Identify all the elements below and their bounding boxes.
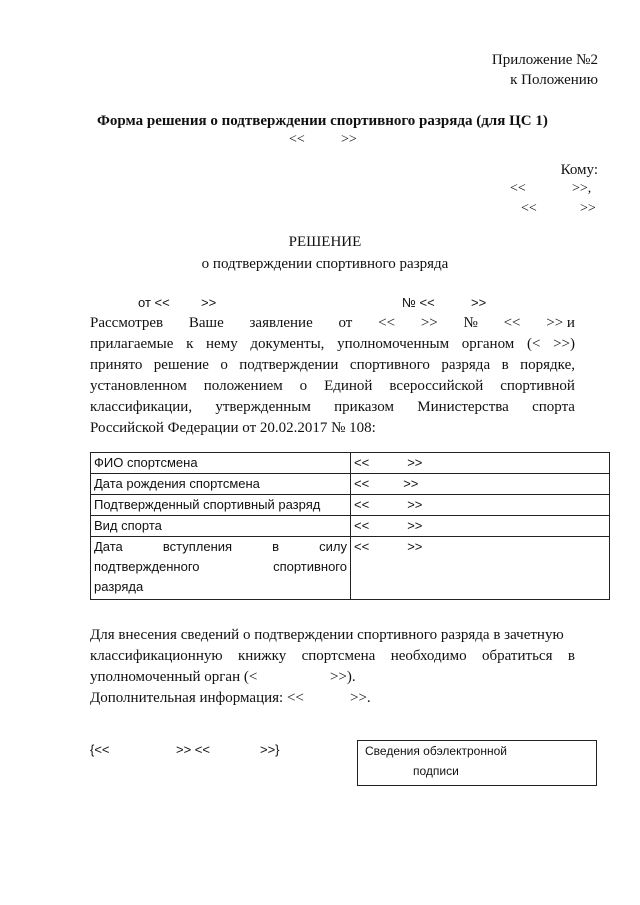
value-open: <<	[354, 539, 370, 554]
form-title: Форма решения о подтверждении спортивного разряда (для ЦС 1)	[97, 113, 548, 129]
addressee-line-1-open: <<	[510, 181, 526, 196]
value-close: >>	[407, 518, 423, 533]
title-placeholder-open: <<	[289, 132, 305, 147]
addressee-label: Кому:	[560, 162, 598, 178]
value-close: >>	[407, 497, 423, 512]
table-label-sport: Вид спорта	[91, 516, 351, 537]
table-value	[351, 495, 610, 516]
table-value	[351, 516, 610, 537]
word: (<	[526, 336, 541, 352]
value-close: >>	[403, 476, 419, 491]
table-label-fio: ФИО спортсмена	[91, 453, 351, 474]
electronic-signature-box	[357, 740, 597, 786]
signature-box-line-2: подписи	[413, 764, 459, 778]
label-line	[94, 557, 347, 577]
word: в	[567, 648, 575, 664]
word: Единой	[324, 378, 373, 394]
word: заявление	[249, 315, 313, 331]
word: подтвержденного	[94, 559, 200, 574]
label-line	[94, 537, 347, 557]
decision-number-open: № <<	[402, 295, 435, 310]
footer-line-3-open: уполномоченный орган (<	[90, 669, 258, 685]
table-label-effective-date	[91, 537, 351, 600]
word: от	[338, 315, 353, 331]
decision-date-close: >>	[201, 295, 217, 310]
athlete-data-table	[90, 452, 610, 600]
table-row	[91, 537, 610, 600]
word: >> и	[546, 315, 575, 331]
word: подтверждении	[239, 357, 339, 373]
word: всероссийской	[389, 378, 484, 394]
value-open: <<	[354, 497, 370, 512]
word: №	[463, 315, 478, 331]
body-line-6: Российской Федерации от 20.02.2017 № 108:	[90, 420, 376, 436]
word: решение	[153, 357, 209, 373]
word: прилагаемые	[90, 336, 174, 352]
signature-placeholder-1: {<<	[90, 742, 110, 757]
word: вступления	[162, 539, 233, 554]
word: >>)	[553, 336, 575, 352]
body-line-5	[90, 399, 575, 416]
word: классификации,	[90, 399, 193, 415]
additional-info-close: >>.	[350, 690, 371, 706]
addressee-line-2-open: <<	[521, 201, 537, 216]
signature-placeholder-3: >>}	[260, 742, 280, 757]
table-row	[91, 453, 610, 474]
word: <<	[378, 315, 396, 331]
body-line-4	[90, 378, 575, 395]
word: спортивной	[500, 378, 575, 394]
signature-placeholder-2: >> <<	[176, 742, 210, 757]
value-open: <<	[354, 476, 370, 491]
table-row	[91, 516, 610, 537]
title-placeholder-close: >>	[341, 132, 357, 147]
word: разряда	[441, 357, 491, 373]
word: положением	[203, 378, 283, 394]
value-open: <<	[354, 518, 370, 533]
word: спортсмена	[301, 648, 376, 664]
word: силу	[319, 539, 347, 554]
word: спорта	[532, 399, 575, 415]
word: приказом	[334, 399, 394, 415]
word: необходимо	[390, 648, 467, 664]
word: установленном	[90, 378, 187, 394]
label-line: разряда	[94, 579, 144, 594]
word: органом	[461, 336, 515, 352]
word: порядке,	[520, 357, 575, 373]
word: утвержденным	[215, 399, 311, 415]
word: о	[220, 357, 228, 373]
word: документы,	[250, 336, 325, 352]
word: в	[501, 357, 509, 373]
word: принято	[90, 357, 143, 373]
word: уполномоченным	[337, 336, 450, 352]
table-row	[91, 474, 610, 495]
addressee-line-1-close: >>,	[572, 181, 592, 196]
word: книжку	[237, 648, 287, 664]
word: спортивного	[273, 559, 347, 574]
word: нему	[206, 336, 238, 352]
table-value	[351, 474, 610, 495]
footer-line-2	[90, 648, 575, 665]
addressee-line-2-close: >>	[580, 201, 596, 216]
word: Ваше	[188, 315, 224, 331]
table-label-birth-date: Дата рождения спортсмена	[91, 474, 351, 495]
word: о	[299, 378, 308, 394]
appendix-line-2: к Положению	[510, 72, 598, 88]
value-open: <<	[354, 455, 370, 470]
word: к	[186, 336, 194, 352]
value-close: >>	[407, 455, 423, 470]
decision-title: РЕШЕНИЕ	[288, 234, 362, 250]
word: спортивного	[349, 357, 430, 373]
value-close: >>	[407, 539, 423, 554]
word: в	[272, 539, 280, 554]
word: Рассмотрев	[90, 315, 164, 331]
table-value	[351, 453, 610, 474]
body-line-3	[90, 357, 575, 374]
footer-line-1: Для внесения сведений о подтверждении спортивного разряда в зачетную	[90, 627, 564, 643]
word: обратиться	[482, 648, 553, 664]
body-line-1	[90, 315, 575, 332]
footer-line-3-close: >>).	[330, 669, 356, 685]
body-line-2	[90, 336, 575, 353]
word: Дата	[94, 539, 123, 554]
table-row	[91, 495, 610, 516]
decision-number-close: >>	[471, 295, 487, 310]
table-value	[351, 537, 610, 600]
signature-box-line-1: Сведения обэлектронной	[365, 744, 507, 758]
word: <<	[503, 315, 521, 331]
additional-info-label: Дополнительная информация: <<	[90, 690, 304, 706]
decision-date-open: от <<	[138, 295, 170, 310]
decision-subtitle: о подтверждении спортивного разряда	[201, 256, 449, 272]
word: классификационную	[90, 648, 223, 664]
appendix-line-1: Приложение №2	[491, 52, 598, 68]
word: Министерства	[417, 399, 509, 415]
table-label-rank: Подтвержденный спортивный разряд	[91, 495, 351, 516]
word: >>	[420, 315, 438, 331]
